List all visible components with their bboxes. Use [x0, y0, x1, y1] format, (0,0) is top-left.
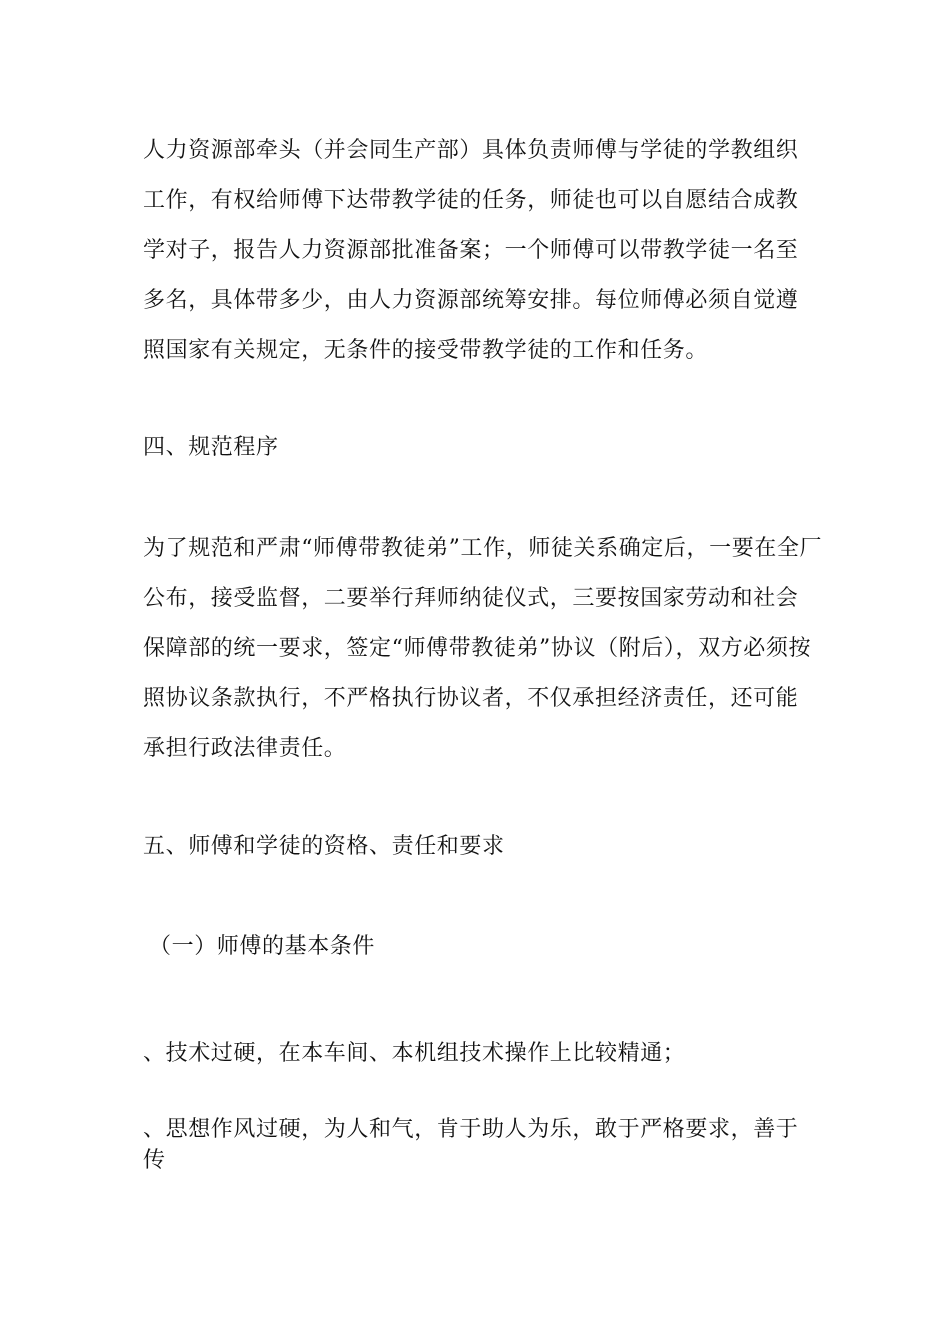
list-item: 、技术过硬，在本车间、本机组技术操作上比较精通； [143, 1041, 686, 1066]
paragraph-organization [143, 126, 823, 376]
subsection-heading-master-conditions: （一）师傅的基本条件 [149, 934, 376, 959]
section-heading-four: 四、规范程序 [143, 435, 279, 460]
paragraph-line: 照协议条款执行，不严格执行协议者，不仅承担经济责任，还可能 [143, 686, 799, 711]
paragraph-line: 多名，具体带多少，由人力资源部统筹安排。每位师傅必须自觉遵 [143, 288, 799, 313]
paragraph-line: 、思想作风过硬，为人和气，肯于助人为乐，敢于严格要求，善于 [143, 1117, 799, 1142]
paragraph-line: 传 [143, 1148, 166, 1173]
paragraph-line: 公布，接受监督，二要举行拜师纳徒仪式，三要按国家劳动和社会 [143, 586, 799, 611]
paragraph-line: 承担行政法律责任。 [143, 736, 347, 761]
paragraph-line: 保障部的统一要求，签定“师傅带教徒弟”协议（附后），双方必须按 [143, 636, 812, 661]
section-heading-five: 五、师傅和学徒的资格、责任和要求 [143, 834, 505, 859]
paragraph-line: 为了规范和严肃“师傅带教徒弟”工作，师徒关系确定后，一要在全厂 [143, 536, 823, 561]
paragraph-line: 照国家有关规定，无条件的接受带教学徒的工作和任务。 [143, 338, 709, 363]
paragraph-line: 人力资源部牵头（并会同生产部）具体负责师傅与学徒的学教组织 [143, 138, 799, 163]
paragraph-line: 学对子，报告人力资源部批准备案；一个师傅可以带教学徒一名至 [143, 238, 799, 263]
paragraph-procedure [143, 524, 823, 774]
list-item [143, 1114, 823, 1176]
paragraph-line: 工作，有权给师傅下达带教学徒的任务，师徒也可以自愿结合成教 [143, 188, 799, 213]
